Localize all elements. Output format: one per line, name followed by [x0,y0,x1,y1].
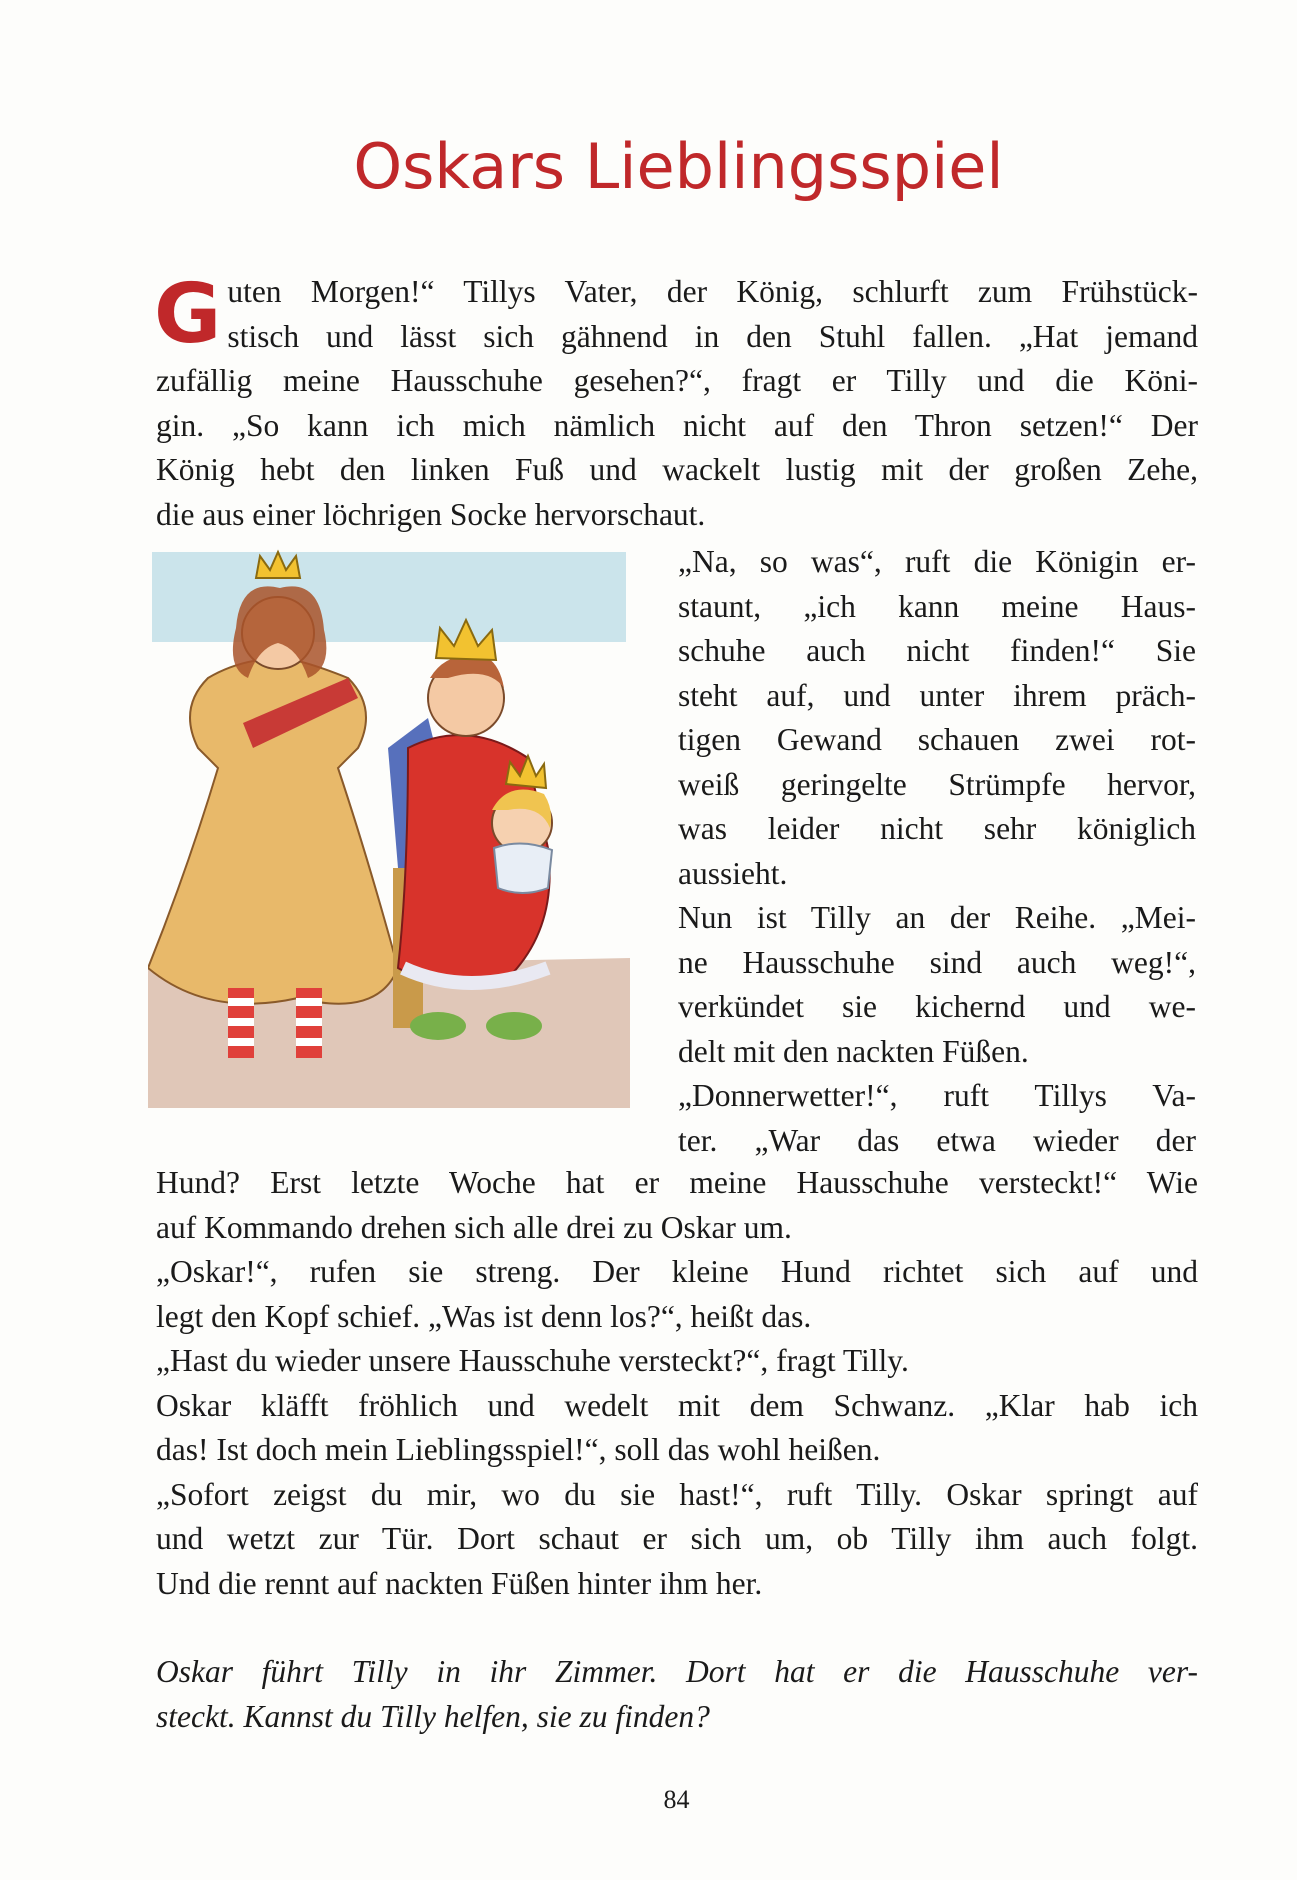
text-line: König hebt den linken Fuß und wackelt lustig mit der großen Zehe, [156,452,1198,487]
drop-cap: G [154,267,222,362]
text-line: und wetzt zur Tür. Dort schaut er sich um, ob Tilly ihm auch folgt. [156,1521,1198,1556]
text-line: verkündet sie kichernd und we- [678,989,1196,1024]
text-line: gin. „So kann ich mich nämlich nicht auf den Thron setzen!“ Der [156,407,1198,443]
text-line: ter. „War das etwa wieder der [678,1122,1196,1158]
text-line: Und die rennt auf nackten Füßen hinter ihm her. [156,1565,763,1601]
royal-family-illustration [148,548,630,1108]
text-line: „Hast du wieder unsere Hausschuhe versteckt?“, fragt Tilly. [156,1343,909,1378]
text-line: was leider nicht sehr königlich [678,811,1196,846]
text-line: „Donnerwetter!“, ruft Tillys Va- [678,1078,1196,1113]
question-paragraph [156,1650,1198,1739]
text-line: das! Ist doch mein Lieblingsspiel!“, soll das wohl heißen. [156,1432,881,1467]
page-title: Oskars Lieblingsspiel [353,130,1004,203]
text-line: aussieht. [678,855,788,891]
text-line: tigen Gewand schauen zwei rot- [678,722,1196,757]
text-line: Oskar führt Tilly in ihr Zimmer. Dort hat er die Hausschuhe ver- [156,1654,1198,1689]
text-line: stisch und lässt sich gähnend in den Stuhl fallen. „Hat jemand [227,318,1198,354]
text-line: Hund? Erst letzte Woche hat er meine Hausschuhe versteckt!“ Wie [156,1165,1198,1200]
text-line: ne Hausschuhe sind auch weg!“, [678,944,1196,980]
text-line: „Sofort zeigst du mir, wo du sie hast!“, ruft Tilly. Oskar springt auf [156,1476,1198,1512]
text-line: schuhe auch nicht finden!“ Sie [678,633,1196,668]
page-number: 84 [663,1785,690,1814]
text-line: auf Kommando drehen sich alle drei zu Oskar um. [156,1209,792,1245]
text-line: „Na, so was“, ruft die Königin er- [678,544,1196,579]
text-line: uten Morgen!“ Tillys Vater, der König, schlurft zum Frühstück- [227,274,1198,309]
side-paragraph [678,540,1196,1163]
text-line: steht auf, und unter ihrem präch- [678,677,1196,713]
text-line: Oskar kläfft fröhlich und wedelt mit dem Schwanz. „Klar hab ich [156,1387,1198,1423]
opening-paragraph [154,267,1198,537]
text-line: Nun ist Tilly an der Reihe. „Mei- [678,900,1196,935]
text-line: zufällig meine Hausschuhe gesehen?“, fragt er Tilly und die Köni- [156,363,1198,398]
text-line: staunt, „ich kann meine Haus- [678,588,1196,624]
text-line: weiß geringelte Strümpfe hervor, [678,766,1196,802]
text-line: legt den Kopf schief. „Was ist denn los?“, heißt das. [156,1298,812,1334]
text-line: delt mit den nackten Füßen. [678,1033,1029,1069]
main-paragraph [156,1161,1198,1606]
text-line: die aus einer löchrigen Socke hervorschaut. [156,496,706,532]
text-line: „Oskar!“, rufen sie streng. Der kleine Hund richtet sich auf und [156,1254,1198,1289]
text-line: steckt. Kannst du Tilly helfen, sie zu finden? [156,1698,710,1734]
